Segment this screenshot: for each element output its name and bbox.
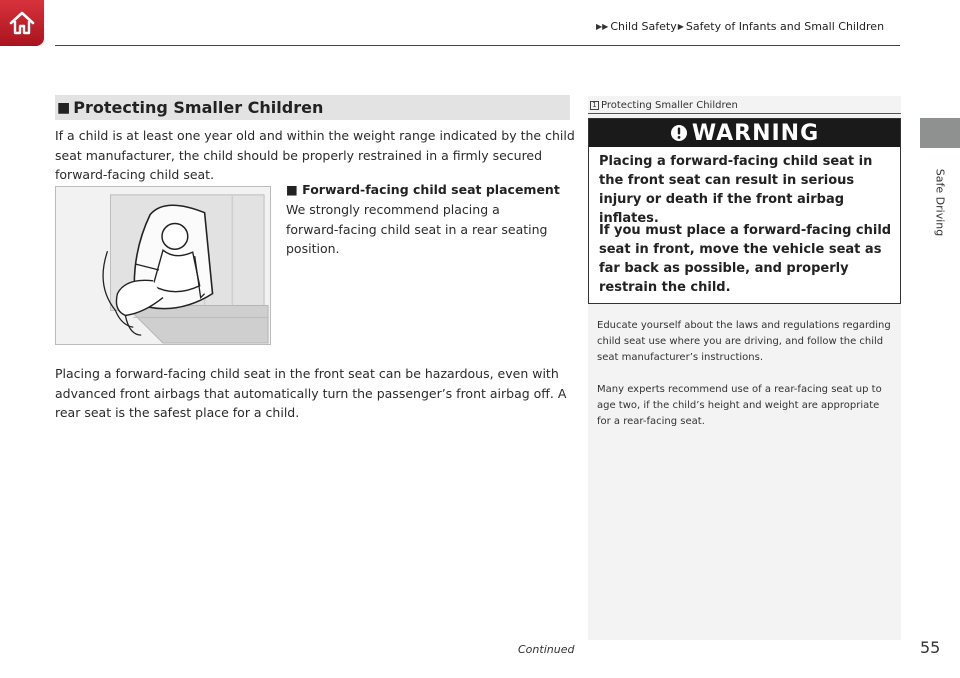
arrow-icon: ▶: [677, 22, 684, 31]
note-ref-icon: 1: [590, 101, 599, 110]
section-title: Protecting Smaller Children: [73, 98, 324, 117]
header-divider: [55, 45, 900, 46]
hazard-paragraph: Placing a forward-facing child seat in the front seat can be hazardous, even with advanced front airbags that automatically turn the passenger’s front airbag off. A rear seat is the safest place for a child.: [55, 366, 567, 420]
home-icon: [7, 8, 37, 38]
home-button[interactable]: [0, 0, 44, 46]
warning-text-2: If you must place a forward-facing child seat in front, move the vehicle seat as far back as possible, and properly restrain the child.: [599, 223, 892, 295]
warning-box: [588, 118, 901, 304]
subheading: [286, 182, 560, 197]
page-number: 55: [920, 638, 941, 657]
intro-paragraph: If a child is at least one year old and within the weight range indicated by the child seat manufacturer, the child should be properly restrained in a firmly secured forward-facing child seat.: [55, 128, 575, 182]
notes-heading-text: Protecting Smaller Children: [601, 99, 738, 111]
warning-banner: [589, 119, 900, 147]
warning-title: WARNING: [691, 120, 820, 146]
warning-icon: [670, 124, 688, 142]
child-seat-illustration: [55, 186, 271, 345]
breadcrumb: [596, 20, 884, 33]
arrow-icon: ▶▶: [596, 22, 609, 31]
breadcrumb-child-safety[interactable]: Child Safety: [610, 20, 677, 33]
square-bullet-icon: ■: [286, 182, 303, 197]
note-rear-facing: Many experts recommend use of a rear-facing seat up to age two, if the child’s height and weight are appropriate for a rear-facing seat.: [597, 384, 882, 427]
notes-heading: [588, 97, 901, 114]
square-bullet-icon: ■: [57, 99, 71, 116]
note-laws: Educate yourself about the laws and regulations regarding child seat use where you are driving, and follow the child seat manufacturer’s instructions.: [597, 320, 891, 363]
section-heading: [55, 95, 570, 120]
warning-text-1: Placing a forward-facing child seat in the front seat can result in serious injury or death if the front airbag inflates.: [599, 154, 873, 226]
subheading-text: Forward-facing child seat placement: [302, 182, 560, 197]
chapter-tab[interactable]: [920, 118, 960, 148]
breadcrumb-safety-infants[interactable]: Safety of Infants and Small Children: [685, 20, 885, 33]
chapter-label[interactable]: Safe Driving: [933, 168, 947, 237]
continued-label: Continued: [518, 643, 575, 656]
placement-paragraph: We strongly recommend placing a forward-facing child seat in a rear seating position.: [286, 202, 548, 256]
